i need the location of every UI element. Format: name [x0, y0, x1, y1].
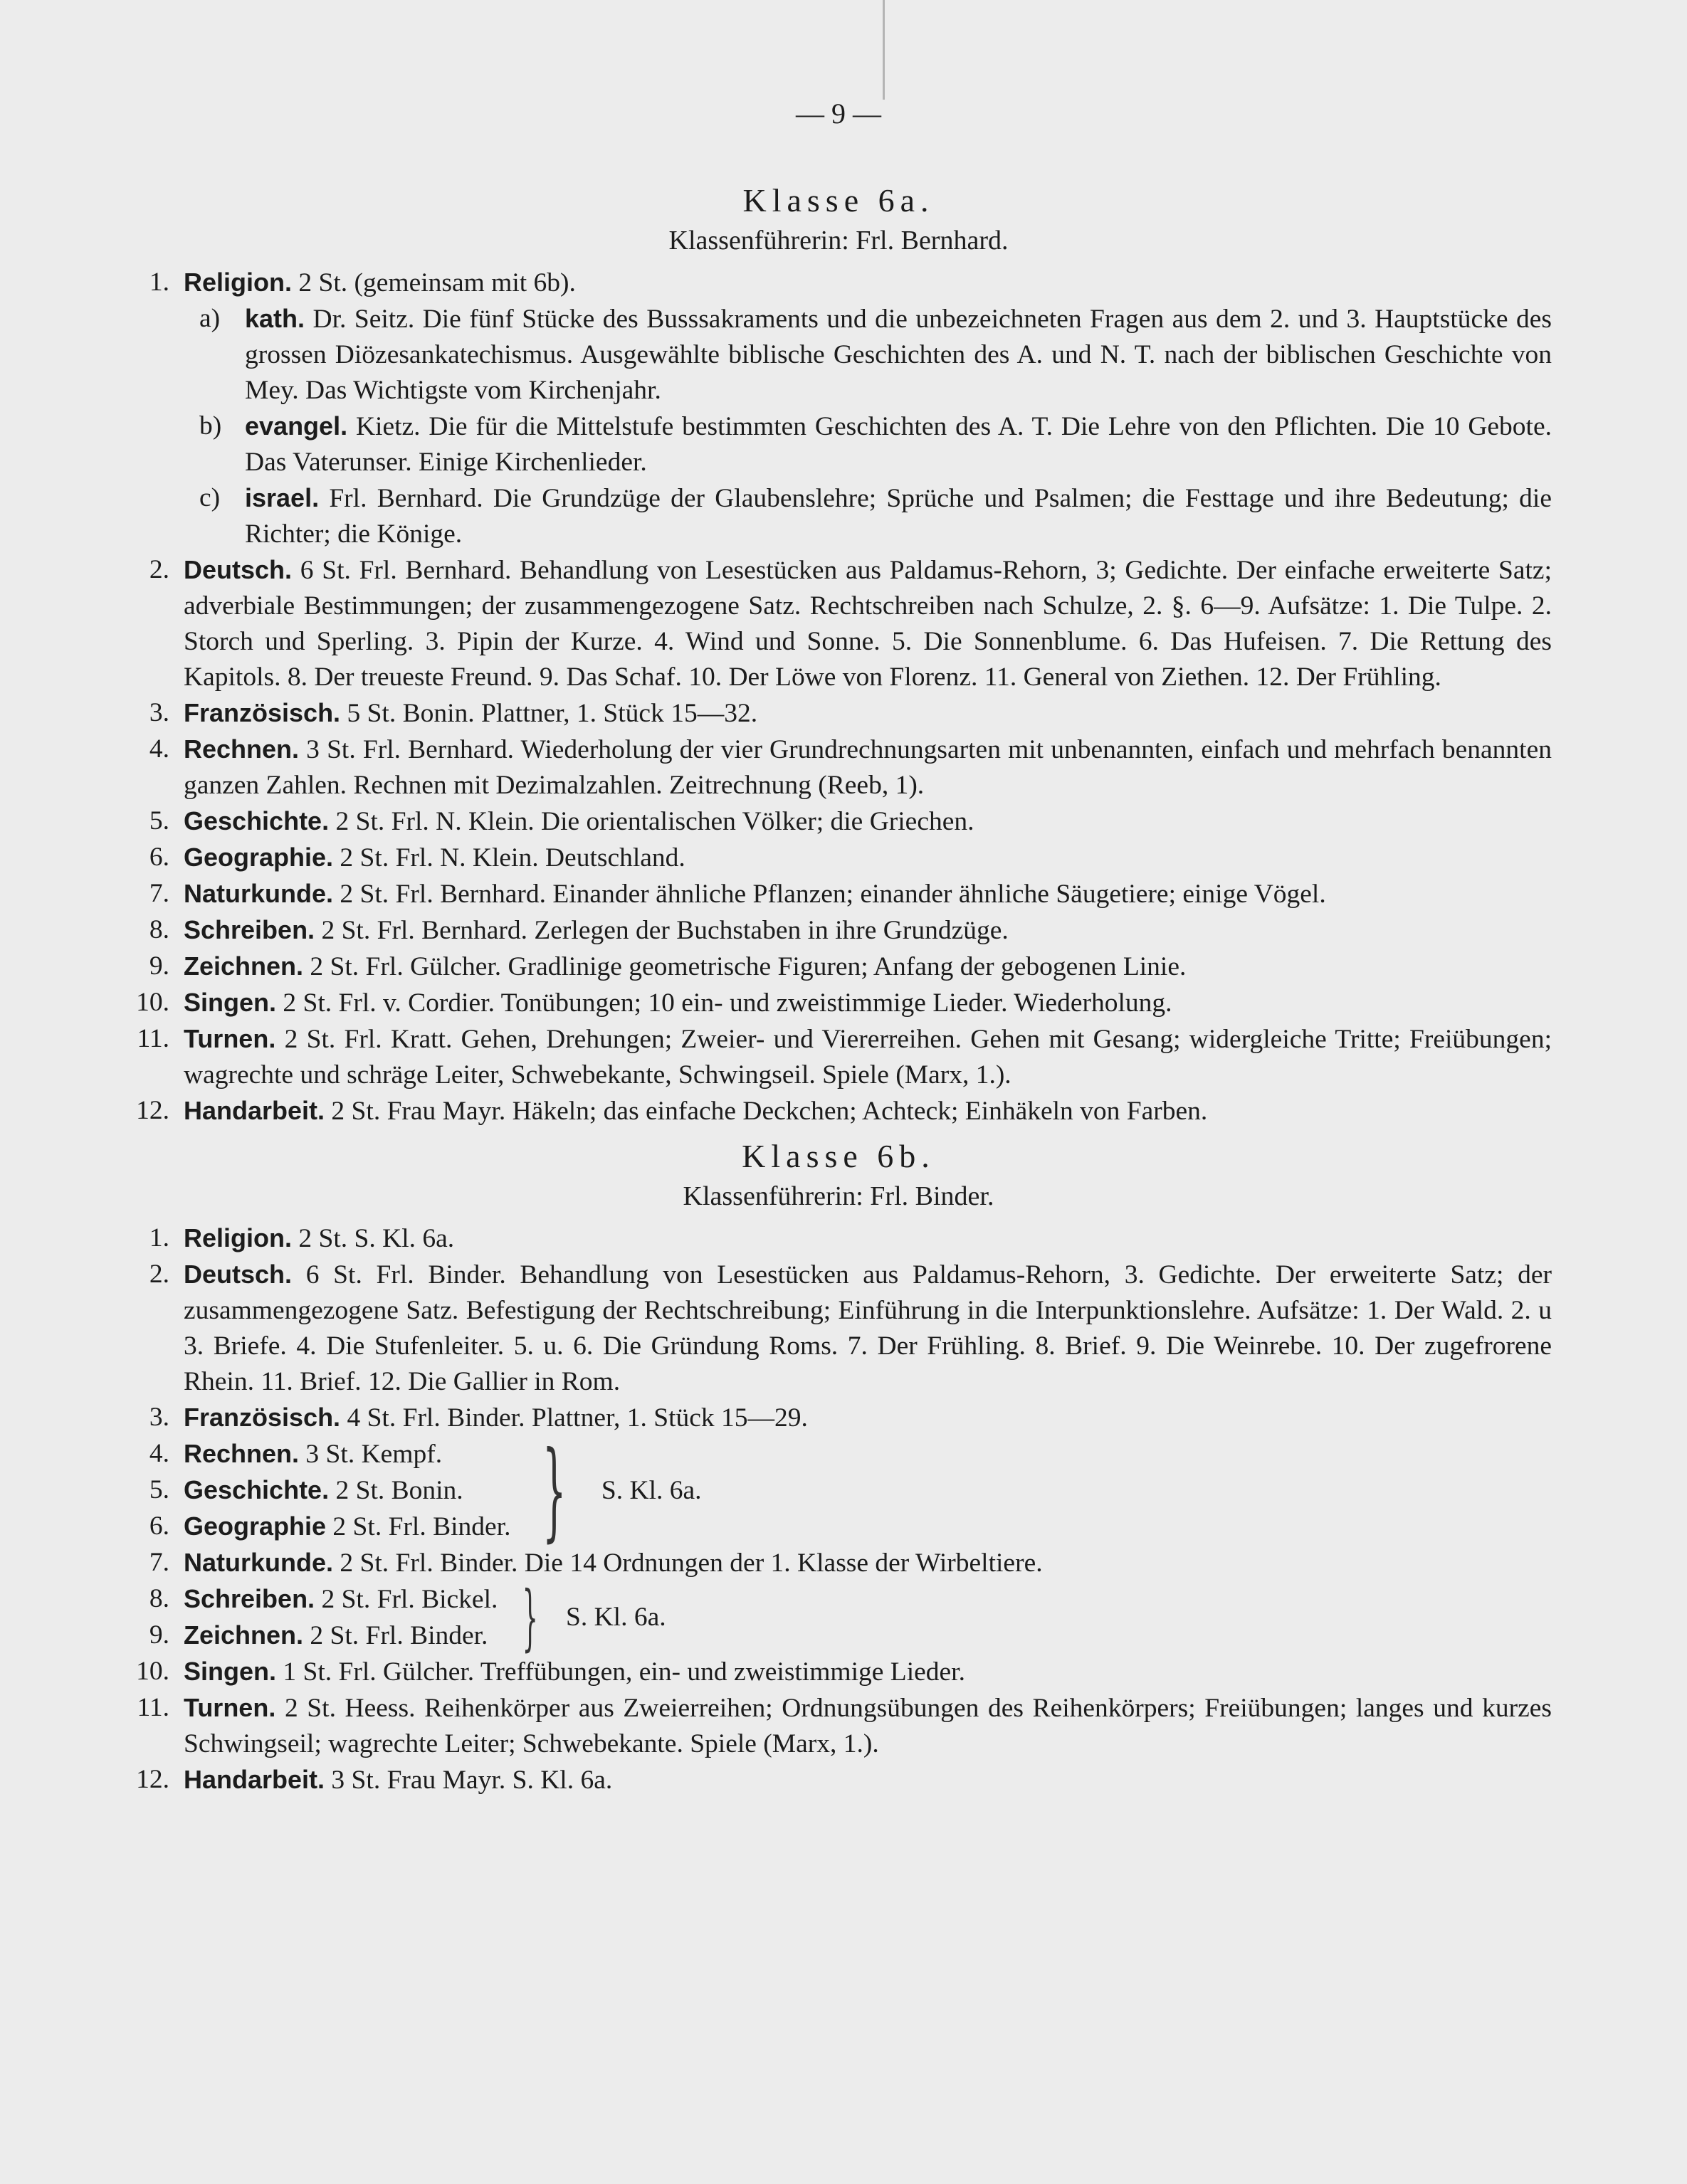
entry-text: 2 St. Frau Mayr. Häkeln; das einfache Deckchen; Achteck; Einhäkeln von Farben.: [325, 1097, 1208, 1126]
entry-number: 5.: [149, 1475, 169, 1504]
entry-text: 2 St. Heess. Reihenkörper aus Zweierreihen; Ordnungsübungen des Reihenkörpers; Freiübungen; langes und kurzes Schwingseil; wagrechte Leiter; Schwebekante. Spiele (Marx, 1.).: [184, 1694, 1552, 1758]
entry-text: 5 St. Bonin. Plattner, 1. Stück 15—32.: [340, 699, 758, 728]
subject-entry: [125, 949, 1552, 985]
entry-number: 9.: [149, 951, 169, 981]
entry-text: 4 St. Frl. Binder. Plattner, 1. Stück 15—29.: [340, 1403, 808, 1433]
entry-number: 4.: [149, 1439, 169, 1468]
subject-name: Singen.: [184, 988, 277, 1017]
entry-text: 6 St. Frl. Binder. Behandlung von Lesestücken aus Paldamus-Rehorn, 3. Gedichte. Der erweiterte Satz; der zusammengezogene Satz. Befestigung der Rechtschreibung; Einführung in die Interpunktionslehre. Aufsätze: 1. Der Wald. 2. u 3. Briefe. 4. Die Stufenleiter. 5. u. 6. Die Gründung Roms. 7. Der Frühling. 8. Brief. 9. Die Weinrebe. 10. Der zugefrorene Rhein. 11. Brief. 12. Die Gallier in Rom.: [184, 1260, 1552, 1396]
sub-label: a): [199, 304, 221, 333]
shared-reference: S. Kl. 6a.: [601, 1475, 702, 1505]
subject-name: Turnen.: [184, 1024, 276, 1053]
subject-name: Schreiben.: [184, 1584, 315, 1613]
subject-entry: [125, 1400, 1552, 1436]
entry-text: 2 St. Bonin.: [329, 1476, 463, 1505]
subject-name: Naturkunde.: [184, 1548, 334, 1577]
subject-name: Französisch.: [184, 698, 341, 727]
entry-text: 2 St. Frl. Bickel.: [315, 1585, 498, 1614]
class-6b-title: Klasse 6b.: [742, 1138, 935, 1174]
entry-number: 3.: [149, 698, 169, 727]
entry-number: 12.: [136, 1096, 169, 1125]
subject-name: Turnen.: [184, 1693, 276, 1722]
subject-entry: [125, 912, 1552, 949]
subject-name: Zeichnen.: [184, 951, 304, 981]
entry-number: 8.: [149, 1584, 169, 1613]
entry-number: 6.: [149, 1512, 169, 1541]
subject-entry: [125, 1581, 498, 1618]
entry-text: 2 St. S. Kl. 6a.: [292, 1224, 455, 1253]
entry-number: 4.: [149, 734, 169, 764]
entry-text: 2 St. Frl. Bernhard. Einander ähnliche Pflanzen; einander ähnliche Säugetiere; einige Vögel.: [333, 880, 1326, 909]
subject-name: kath.: [245, 304, 305, 333]
subject-name: Religion.: [184, 1223, 292, 1252]
sub-label: c): [199, 483, 221, 512]
entry-text: 1 St. Frl. Gülcher. Treffübungen, ein- und zweistimmige Lieder.: [276, 1657, 965, 1687]
entry-text: 2 St. Frl. N. Klein. Die orientalischen Völker; die Griechen.: [329, 807, 974, 836]
entry-text: 2 St. Frl. Binder.: [326, 1512, 511, 1541]
entry-number: 1.: [149, 1223, 169, 1252]
subject-entry: [125, 732, 1552, 803]
subject-entry: [125, 1654, 1552, 1690]
subject-name: Geographie.: [184, 843, 334, 872]
class-6a-leader: Klassenführerin: Frl. Bernhard.: [668, 226, 1009, 255]
subject-entry: [125, 876, 1552, 912]
entry-number: 8.: [149, 915, 169, 944]
subject-entry: [125, 1762, 1552, 1798]
entry-text: 2 St. Frl. Binder.: [303, 1621, 488, 1650]
entry-number: 2.: [149, 555, 169, 584]
subject-name: Geographie: [184, 1512, 327, 1541]
entry-number: 7.: [149, 879, 169, 908]
entry-number: 10.: [136, 988, 169, 1017]
page-fold-mark: [883, 0, 885, 100]
entry-text: Kietz. Die für die Mittelstufe bestimmten Geschichten des A. T. Die Lehre von den Pflichten. Die 10 Gebote. Das Vaterunser. Einige Kirchenlieder.: [245, 412, 1552, 477]
subject-name: Deutsch.: [184, 1260, 293, 1289]
shared-reference-group: [125, 1576, 1552, 1659]
entry-text: 2 St. Frl. N. Klein. Deutschland.: [333, 843, 685, 872]
subject-entry: [125, 803, 1552, 840]
page-number: — 9 —: [796, 97, 881, 130]
entry-text: 3 St. Kempf.: [299, 1440, 443, 1469]
subject-name: Deutsch.: [184, 555, 293, 584]
entry-text: Dr. Seitz. Die fünf Stücke des Busssakraments und die unbezeichneten Fragen aus dem 2. und 3. Hauptstücke des grossen Diözesankatechismus. Ausgewählte biblische Geschichten des A. und N. T. nach der biblischen Geschichte von Mey. Das Wichtigste vom Kirchenjahr.: [245, 305, 1552, 405]
entry-text: 3 St. Frl. Bernhard. Wiederholung der vier Grundrechnungsarten mit unbenannten, einfach und mehrfach benannten ganzen Zahlen. Rechnen mit Dezimalzahlen. Zeitrechnung (Reeb, 1).: [184, 735, 1552, 800]
subject-entry: [125, 1436, 510, 1472]
right-brace-icon: }: [542, 1428, 567, 1553]
right-brace-icon: }: [522, 1576, 539, 1659]
subject-entry: [125, 985, 1552, 1021]
subject-entry: [125, 1618, 498, 1654]
subject-entry: [125, 1257, 1552, 1400]
subject-name: Rechnen.: [184, 1439, 300, 1468]
subject-name: israel.: [245, 483, 320, 512]
subject-name: Französisch.: [184, 1403, 341, 1432]
subject-name: Religion.: [184, 268, 292, 297]
entry-number: 11.: [137, 1024, 169, 1053]
entry-number: 1.: [149, 268, 169, 297]
subject-entry: [125, 840, 1552, 876]
entry-text: 3 St. Frau Mayr. S. Kl. 6a.: [325, 1766, 613, 1795]
shared-reference-group: [125, 1428, 1552, 1553]
entry-text: Frl. Bernhard. Die Grundzüge der Glaubenslehre; Sprüche und Psalmen; die Festtage und ihre Bedeutung; die Richter; die Könige.: [245, 484, 1552, 549]
entry-text: 6 St. Frl. Bernhard. Behandlung von Lesestücken aus Paldamus-Rehorn, 3; Gedichte. Der einfache erweiterte Satz; adverbiale Bestimmungen; der zusammengezogene Satz. Rechtschreiben nach Schulze, 2. §. 6—9. Aufsätze: 1. Die Tulpe. 2. Storch und Sperling. 3. Pipin der Kurze. 4. Wind und Sonne. 5. Die Sonnenblume. 6. Das Hufeisen. 7. Die Rettung des Kapitols. 8. Der treueste Freund. 9. Das Schaf. 10. Der Löwe von Florenz. 11. General von Ziethen. 12. Der Frühling.: [184, 556, 1552, 692]
subject-name: Schreiben.: [184, 915, 315, 944]
sub-entry: [125, 480, 1552, 552]
subject-entry: [125, 1093, 1552, 1129]
subject-entry: [125, 552, 1552, 695]
entry-number: 3.: [149, 1403, 169, 1432]
shared-reference: S. Kl. 6a.: [566, 1603, 666, 1632]
subject-entry: [125, 265, 1552, 301]
subject-entry: [125, 1021, 1552, 1093]
subject-name: Geschichte.: [184, 806, 330, 835]
subject-name: Singen.: [184, 1657, 277, 1686]
subject-name: Naturkunde.: [184, 879, 334, 908]
entry-number: 2.: [149, 1260, 169, 1289]
subject-name: Handarbeit.: [184, 1765, 325, 1794]
entry-text: 2 St. Frl. Gülcher. Gradlinige geometrische Figuren; Anfang der gebogenen Linie.: [303, 952, 1187, 981]
subject-entry: [125, 1690, 1552, 1762]
entry-text: 2 St. Frl. Kratt. Gehen, Drehungen; Zweier- und Viererreihen. Gehen mit Gesang; widergleiche Tritte; Freiübungen; wagrechte und schräge Leiter, Schwebekante, Schwingseil. Spiele (Marx, 1.).: [184, 1025, 1552, 1090]
subject-name: evangel.: [245, 411, 348, 441]
subject-entry: [125, 1509, 510, 1545]
entry-text: 2 St. Frl. v. Cordier. Tonübungen; 10 ein- und zweistimmige Lieder. Wiederholung.: [276, 988, 1172, 1018]
subject-entry: [125, 1472, 510, 1509]
class-6a-title: Klasse 6a.: [742, 182, 935, 218]
entry-number: 11.: [137, 1693, 169, 1722]
entry-number: 12.: [136, 1765, 169, 1794]
sub-entry: [125, 408, 1552, 480]
subject-name: Handarbeit.: [184, 1096, 325, 1125]
subject-name: Rechnen.: [184, 734, 300, 764]
entry-number: 10.: [136, 1657, 169, 1686]
entry-number: 5.: [149, 806, 169, 835]
entry-text: 2 St. Frl. Bernhard. Zerlegen der Buchstaben in ihre Grundzüge.: [315, 916, 1009, 945]
subject-name: Geschichte.: [184, 1475, 330, 1504]
subject-entry: [125, 1220, 1552, 1257]
subject-name: Zeichnen.: [184, 1620, 304, 1650]
entry-number: 6.: [149, 843, 169, 872]
subject-entry: [125, 695, 1552, 732]
class-6b-leader: Klassenführerin: Frl. Binder.: [683, 1181, 994, 1211]
subject-entry: [125, 1545, 1552, 1581]
sub-label: b): [199, 411, 222, 441]
entry-text: 2 St. Frl. Binder. Die 14 Ordnungen der 1. Klasse der Wirbeltiere.: [333, 1549, 1043, 1578]
entry-text: 2 St. (gemeinsam mit 6b).: [292, 268, 576, 297]
sub-entry: [125, 301, 1552, 408]
entry-number: 9.: [149, 1620, 169, 1650]
entry-number: 7.: [149, 1548, 169, 1577]
